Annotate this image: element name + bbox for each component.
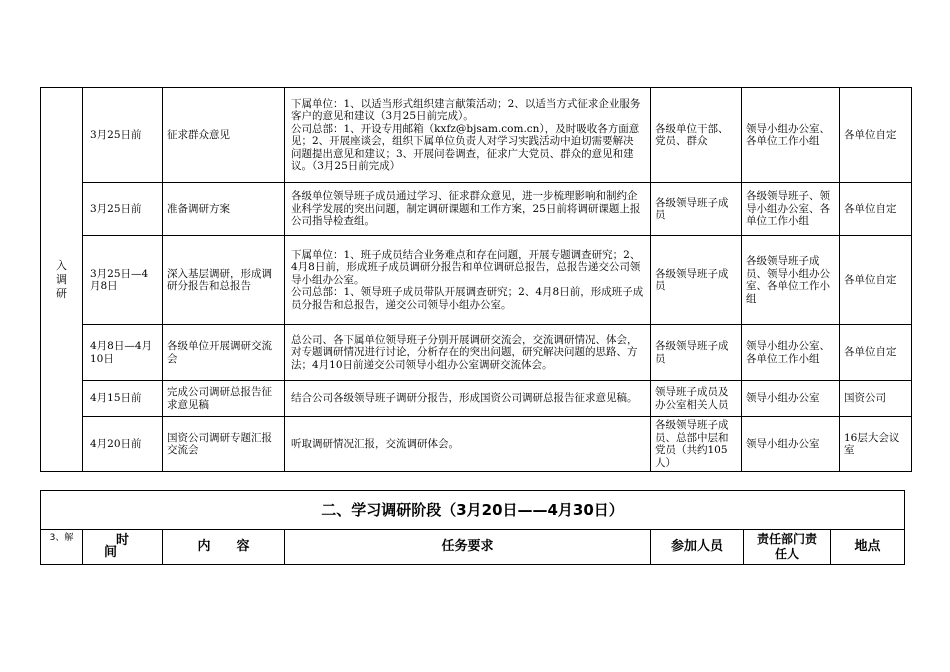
row-department: 领导小组办公室、各单位工作小组 (742, 88, 840, 183)
row-location: 各单位自定 (840, 88, 912, 183)
row-participants: 各级领导班子成员 (651, 183, 742, 236)
row-date: 4月20日前 (83, 417, 163, 472)
row-location: 国资公司 (840, 381, 912, 417)
header-content: 内容 (163, 530, 285, 565)
row-location: 各单位自定 (840, 325, 912, 381)
stage-label: 入调研 (41, 88, 83, 472)
row-content: 完成公司调研总报告征求意见稿 (163, 381, 285, 417)
row-content: 国资公司调研专题汇报交流会 (163, 417, 285, 472)
row-participants: 各级领导班子成员 (651, 236, 742, 325)
row-department: 领导小组办公室、各单位工作小组 (742, 325, 840, 381)
row-date: 3月25日前 (83, 88, 163, 183)
row-participants: 各级领导班子成员、总部中层和党员（共约105人） (651, 417, 742, 472)
row-date: 4月15日前 (83, 381, 163, 417)
table-row (41, 417, 912, 472)
row-department: 领导小组办公室 (742, 417, 840, 472)
table-row (41, 325, 912, 381)
row-participants: 领导班子成员及办公室相关人员 (651, 381, 742, 417)
row-requirements: 下属单位：1、以适当形式组织建言献策活动；2、以适当方式征求企业服务客户的意见和建议（3月25日前完成）。 公司总部：1、开设专用邮箱（kxfz@bjsam.com.cn），及时吸收各方面意见；2、开展座谈会，组织下属单位负责人对学习实践活动中迫切需要解决问题提出意见和建议；3、开展问卷调查，征求广大党员、群众的意见和建议。（3月25日前完成） (285, 88, 651, 183)
header-requirements: 任务要求 (285, 530, 651, 565)
table-row (41, 381, 912, 417)
row-requirements: 各级单位领导班子成员通过学习、征求群众意见，进一步梳理影响和制约企业科学发展的突出问题，制定调研课题和工作方案，25日前将调研课题上报公司指导检查组。 (285, 183, 651, 236)
row-requirements: 下属单位：1、班子成员结合业务难点和存在问题，开展专题调查研究；2、4月8日前，形成班子成员调研分报告和单位调研总报告，总报告递交公司领导小组办公室。 公司总部：1、领导班子成员带队开展调查研究；2、4月8日前，形成班子成员分报告和总报告，递交公司领导小组办公室。 (285, 236, 651, 325)
table-row (41, 183, 912, 236)
row-date: 3月25日—4月8日 (83, 236, 163, 325)
row-participants: 各级单位干部、党员、群众 (651, 88, 742, 183)
table-row (41, 236, 912, 325)
schedule-table (40, 87, 912, 472)
row-date: 4月8日—4月10日 (83, 325, 163, 381)
row-requirements: 听取调研情况汇报，交流调研体会。 (285, 417, 651, 472)
row-participants: 各级领导班子成员 (651, 325, 742, 381)
row-date: 3月25日前 (83, 183, 163, 236)
row-location: 16层大会议室 (840, 417, 912, 472)
row-content: 征求群众意见 (163, 88, 285, 183)
row-department: 各级领导班子成员、领导小组办公室、各单位工作小组 (742, 236, 840, 325)
row-department: 领导小组办公室 (742, 381, 840, 417)
phase-title: 二、学习调研阶段（3月20日——4月30日） (41, 491, 905, 530)
row-location: 各单位自定 (840, 236, 912, 325)
row-department: 各级领导班子、领导小组办公室、各单位工作小组 (742, 183, 840, 236)
header-location: 地点 (831, 530, 905, 565)
phase-side-label: 3、解 (41, 530, 83, 565)
row-content: 准备调研方案 (163, 183, 285, 236)
row-requirements: 结合公司各级领导班子调研分报告，形成国资公司调研总报告征求意见稿。 (285, 381, 651, 417)
row-content: 各级单位开展调研交流会 (163, 325, 285, 381)
row-content: 深入基层调研，形成调研分报告和总报告 (163, 236, 285, 325)
row-requirements: 总公司、各下属单位领导班子分别开展调研交流会，交流调研情况、体会，对专题调研情况进行讨论，分析存在的突出问题，研究解决问题的思路、方法；4月10日前递交公司领导小组办公室调研交流体会。 (285, 325, 651, 381)
row-location: 各单位自定 (840, 183, 912, 236)
table-row (41, 88, 912, 183)
header-time: 时间 (83, 530, 163, 565)
phase2-table (40, 490, 905, 565)
header-department: 责任部门责任人 (744, 530, 831, 565)
header-participants: 参加人员 (651, 530, 744, 565)
